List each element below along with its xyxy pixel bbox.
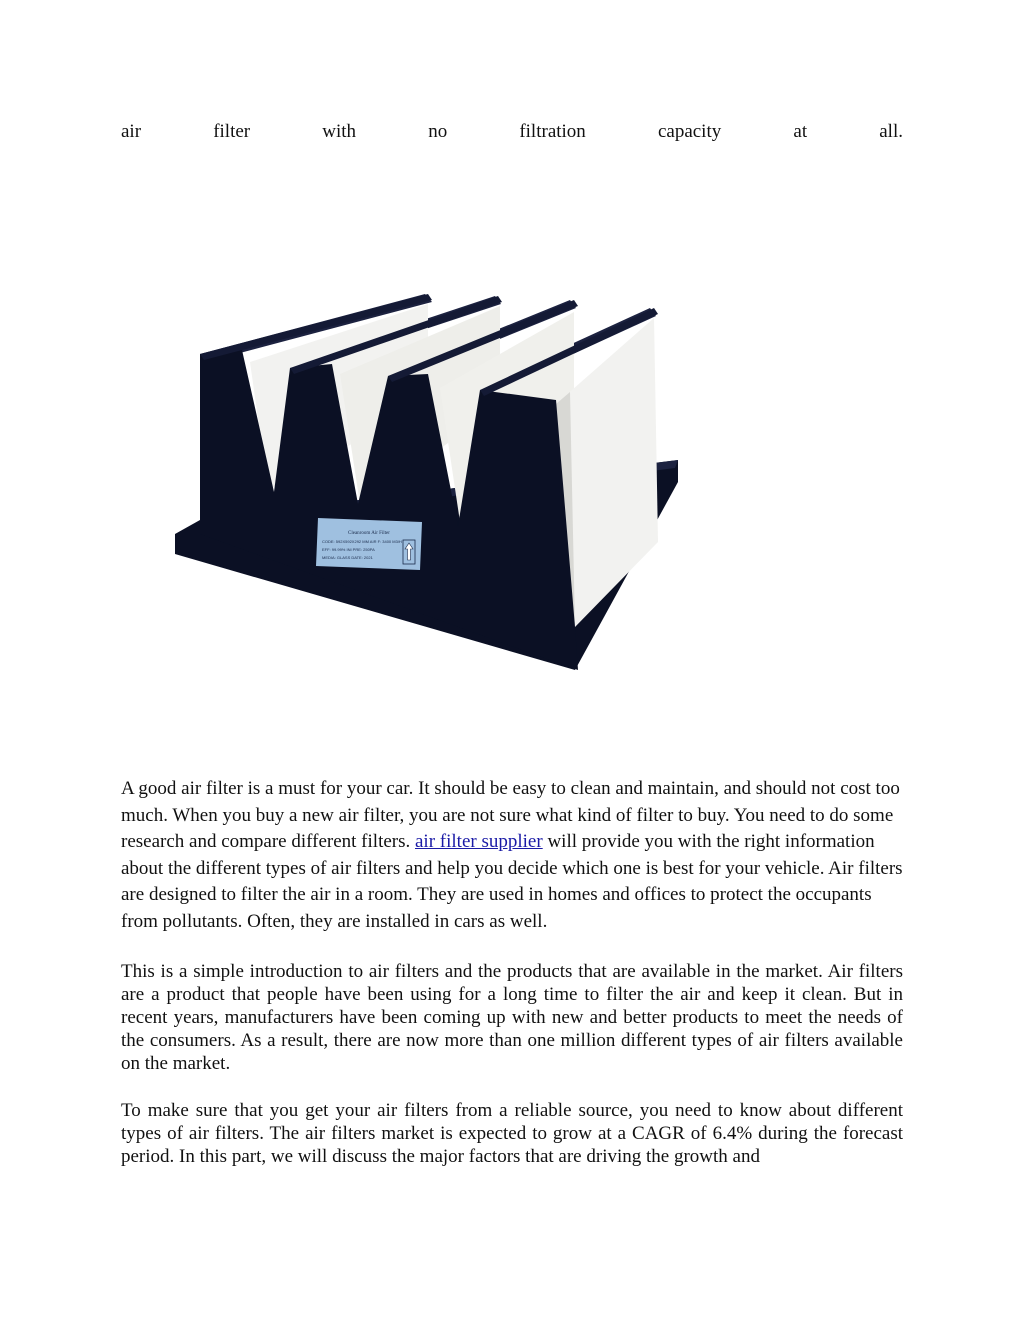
word: no: [428, 121, 448, 142]
paragraph-growth: To make sure that you get your air filters from a reliable source, you need to know about different types of air filters. The air filters market is expected to grow at a CAGR of 6.4% during the forecast period. In this part, we will discuss the major factors that are driving the growth and: [121, 1100, 903, 1168]
label-row: CODE: 592X592X292 MM AIR F: 3400 M3/H: [322, 539, 402, 544]
word: filtration: [519, 121, 586, 142]
air-filter-photo: [170, 282, 690, 672]
label-row: MEDIA: GLASS DATE: 2021: [322, 555, 373, 560]
word: capacity: [657, 121, 722, 142]
word: air: [121, 121, 142, 142]
word: filter: [213, 121, 251, 142]
label-title: Cleanroom Air Filter: [348, 531, 390, 536]
word: at: [793, 121, 808, 142]
paragraph-text: will provide you with the right information about the different types of air filters and help you decide which one is best for your vehicle. Air filters are designed to filter the air in a room. They are used in homes and offices to protect the occupants from pollutants. Often, they are installed in cars as well.: [121, 831, 903, 932]
justified-text-line: [121, 120, 903, 144]
paragraph-market-intro: This is a simple introduction to air filters and the products that are available in the market. Air filters are a product that people have been using for a long time to filter the air and keep it clean. But in recent years, manufacturers have been coming up with new and better products to meet the needs of the consumers. As a result, there are now more than one million different types of air filters available on the market.: [121, 961, 903, 1075]
air-filter-supplier-link[interactable]: air filter supplier: [415, 831, 543, 853]
product-label: [316, 518, 422, 570]
word: all.: [879, 121, 903, 142]
word: with: [322, 121, 357, 142]
paragraph-text: A good air filter is a must for your car. It should be easy to clean and maintain, and should not cost too much. When you buy a new air filter, you are not sure what kind of filter to buy. You need to do some research and compare different filters.: [121, 778, 900, 853]
label-row: EFF: 99.99% INI PRE: 250PA: [322, 547, 375, 552]
paragraph-intro: [121, 776, 903, 936]
